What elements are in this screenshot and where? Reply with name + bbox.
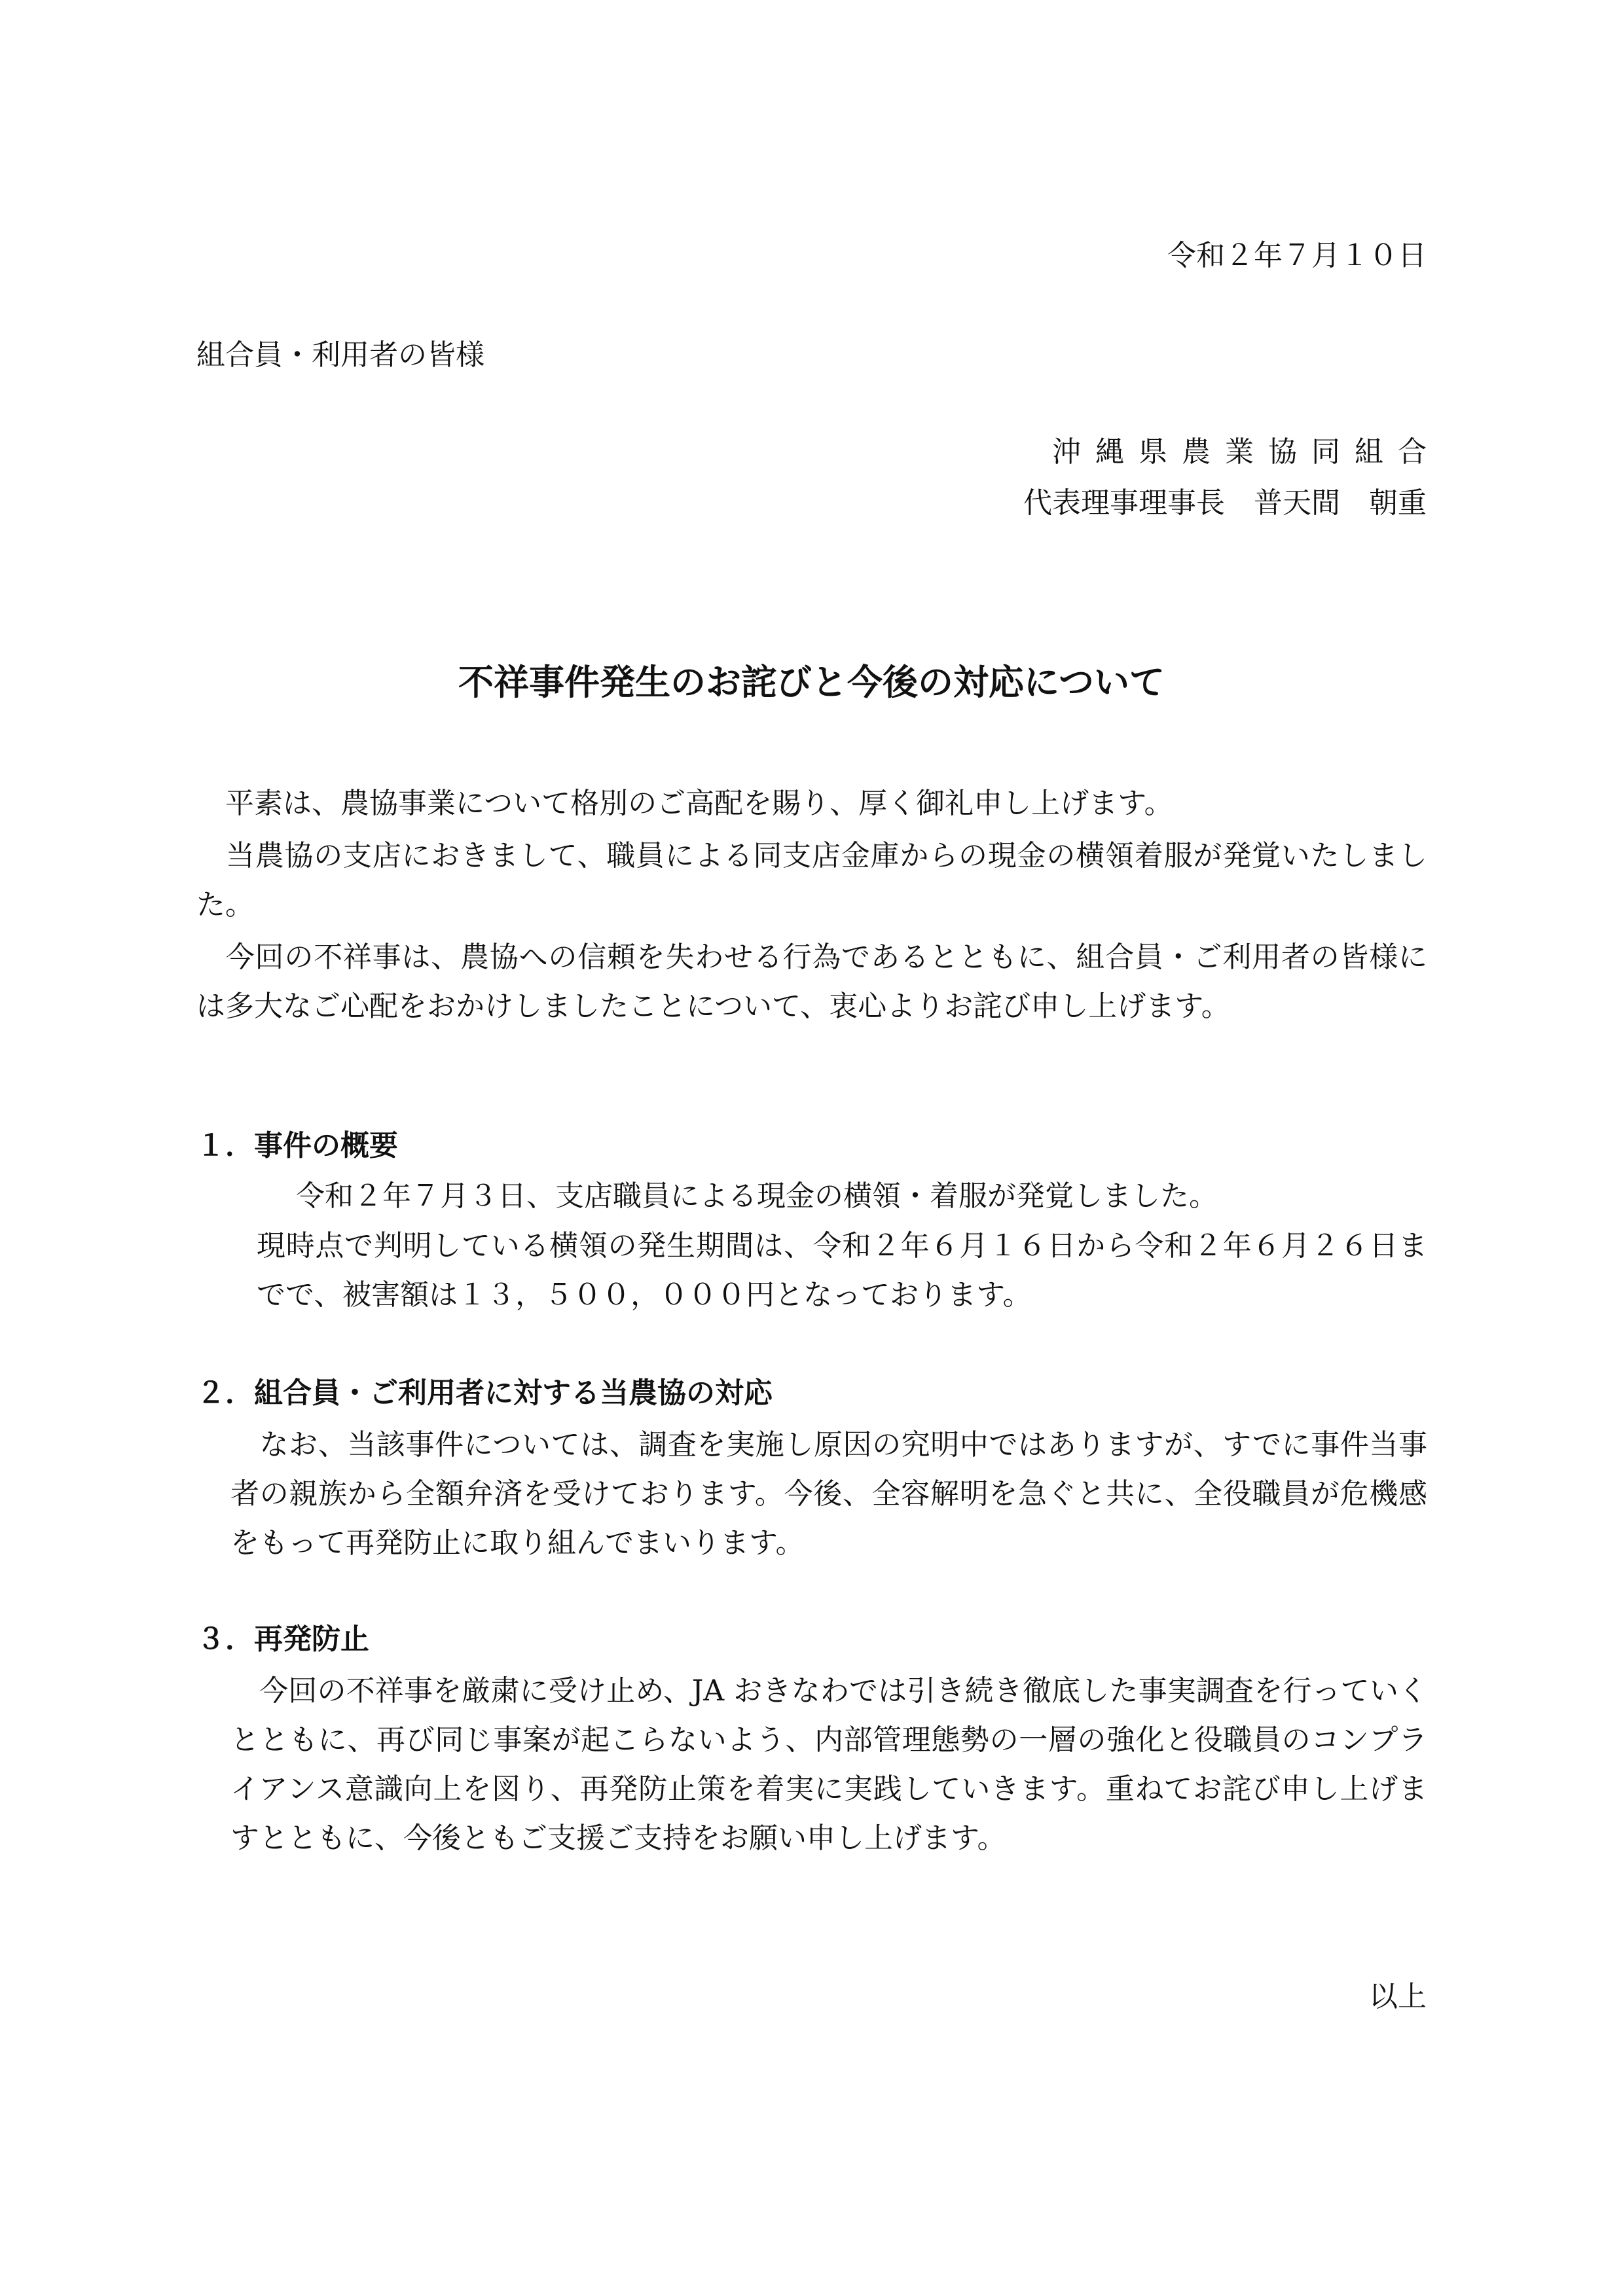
sender-organization: 沖縄県農業協同組合 [1052, 435, 1441, 469]
section-response-paragraph [230, 1420, 1427, 1568]
document-date: 令和２年７月１０日 [1167, 239, 1427, 272]
intro-paragraph-3 [196, 933, 1427, 1031]
sender-representative: 代表理事理事長 普天間 朝重 [1023, 486, 1427, 520]
intro-text-2: 当農協の支店におきまして、職員による同支店金庫からの現金の横領着服が発覚いたしました。 [196, 839, 1428, 922]
section-response-text: なお、当該事件については、調査を実施し原因の究明中ではありますが、すでに事件当事者の親族から全額弁済を受けております。今後、全容解明を急ぐと共に、全役職員が危機感をもって再発防止に取り組んでまいります。 [230, 1428, 1428, 1560]
addressee: 組合員・利用者の皆様 [196, 338, 484, 372]
section-heading-response: ２．組合員・ご利用者に対する当農協の対応 [196, 1376, 773, 1410]
intro-paragraph-1 [196, 779, 1427, 828]
section-heading-overview: １．事件の概要 [196, 1129, 398, 1162]
intro-text-1: 平素は、農協事業について格別のご高配を賜り、厚く御礼申し上げます。 [225, 787, 1173, 820]
intro-paragraph-2 [196, 831, 1427, 929]
section-overview-paragraph-1: 令和２年７月３日、支店職員による現金の横領・着服が発覚しました。 [296, 1179, 1218, 1213]
section-heading-prevention: ３．再発防止 [196, 1623, 369, 1656]
intro-text-3: 今回の不祥事は、農協への信頼を失わせる行為であるとともに、組合員・ご利用者の皆様には多大なご心配をおかけしましたことについて、衷心よりお詫び申し上げます。 [196, 941, 1427, 1023]
document-title: 不祥事件発生のお詫びと今後の対応について [458, 661, 1165, 703]
section-overview-paragraph-2: 現時点で判明している横領の発生期間は、令和２年６月１６日から令和２年６月２６日までで、被害額は１３，５００，０００円となっております。 [257, 1229, 1427, 1312]
closing-remark: 以上 [1369, 1980, 1427, 2013]
section-prevention-text: 今回の不祥事を厳粛に受け止め、JA おきなわでは引き続き徹底した事実調査を行っていくとともに、再び同じ事案が起こらないよう、内部管理態勢の一層の強化と役職員のコンプライアンス意識向上を図り、再発防止策を着実に実践していきます。重ねてお詫び申し上げますとともに、今後ともご支援ご支持をお願い申し上げます。 [230, 1674, 1428, 1855]
section-prevention-paragraph [230, 1666, 1427, 1863]
